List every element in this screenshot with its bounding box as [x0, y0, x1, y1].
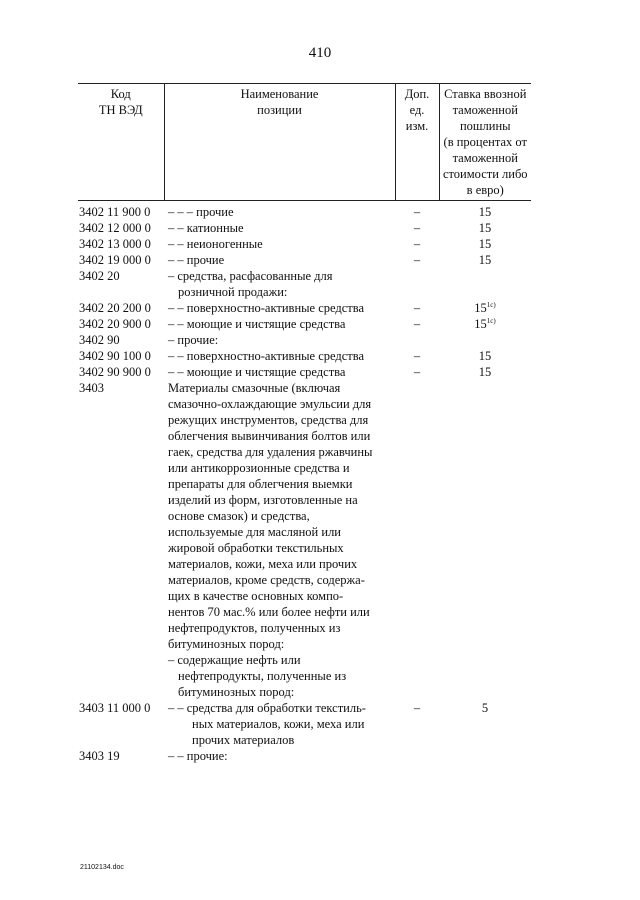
position-name	[164, 300, 395, 316]
tn-ved-code: 3402 90 100 0	[79, 349, 151, 363]
duty-rate	[439, 380, 531, 652]
duty-rate	[439, 236, 531, 252]
position-name	[164, 220, 395, 236]
position-name-line: – – катионные	[168, 221, 244, 235]
table-row	[78, 300, 531, 316]
additional-unit: –	[413, 237, 421, 251]
position-name-line: – средства, расфасованные для	[168, 269, 333, 283]
header-rate-line: (в процентах от	[443, 135, 527, 149]
table-row	[78, 316, 531, 332]
tn-ved-code: 3402 19 000 0	[79, 253, 151, 267]
position-name-line: основе смазок) и средства,	[168, 509, 310, 523]
table-row	[78, 700, 531, 748]
tariff-table	[78, 83, 531, 764]
position-name-line: – – моющие и чистящие средства	[168, 365, 346, 379]
position-name-line: материалов, кроме средств, содержа-	[168, 573, 365, 587]
duty-rate	[439, 268, 531, 300]
duty-rate-value: 15	[478, 349, 492, 363]
header-unit-line: Доп.	[404, 87, 430, 101]
additional-unit: –	[413, 701, 421, 715]
tn-ved-code: 3403 11 000 0	[79, 701, 151, 715]
header-rate-line: стоимости либо	[442, 167, 528, 181]
position-name-line: смазочно-охлаждающие эмульсии для	[168, 397, 372, 411]
position-name	[164, 348, 395, 364]
tn-ved-code: 3403	[79, 381, 104, 395]
table-header-row	[78, 84, 531, 201]
table-row	[78, 652, 531, 700]
duty-rate	[439, 748, 531, 764]
header-code	[78, 84, 164, 201]
tn-ved-code: 3402 90	[79, 333, 120, 347]
position-name	[164, 236, 395, 252]
duty-rate-value: 15	[478, 237, 492, 251]
position-name-line: розничной продажи:	[178, 285, 288, 299]
position-name-line: – – поверхностно-активные средства	[168, 349, 365, 363]
table-row	[78, 332, 531, 348]
position-name-line: материалов, кожи, меха или прочих	[168, 557, 358, 571]
table-row	[78, 236, 531, 252]
position-name-line: – – прочие:	[168, 749, 228, 763]
duty-rate-value: 15	[474, 317, 487, 331]
additional-unit	[395, 268, 439, 300]
position-name-line: нефтепродуктов, полученных из	[168, 621, 341, 635]
duty-rate	[439, 652, 531, 700]
position-name	[164, 364, 395, 380]
position-name-line: Материалы смазочные (включая	[168, 381, 341, 395]
additional-unit: –	[413, 253, 421, 267]
position-name-line: – содержащие нефть или	[168, 653, 301, 667]
position-name-line: нентов 70 мас.% или более нефти или	[168, 605, 370, 619]
position-name	[164, 252, 395, 268]
duty-rate-value: 15	[474, 301, 487, 315]
position-name-line: – – поверхностно-активные средства	[168, 301, 365, 315]
header-rate-line: таможенной	[452, 151, 518, 165]
header-rate-line: пошлины	[459, 119, 511, 133]
page-number: 410	[308, 45, 332, 61]
table-row	[78, 201, 531, 221]
duty-rate	[439, 332, 531, 348]
position-name	[164, 652, 395, 700]
additional-unit	[395, 652, 439, 700]
position-name-line: – – моющие и чистящие средства	[168, 317, 346, 331]
position-name-line: нефтепродукты, полученные из	[178, 669, 347, 683]
additional-unit: –	[413, 349, 421, 363]
header-rate-line: таможенной	[452, 103, 518, 117]
table-row	[78, 268, 531, 300]
header-unit	[395, 84, 439, 201]
document-id: 21102134.doc	[80, 864, 124, 871]
tn-ved-code: 3402 20	[79, 269, 120, 283]
position-name-line: – – – прочие	[168, 205, 234, 219]
duty-rate	[439, 364, 531, 380]
position-name-line: прочих материалов	[192, 733, 295, 747]
position-name	[164, 268, 395, 300]
tn-ved-code: 3403 19	[79, 749, 120, 763]
additional-unit: –	[413, 317, 421, 331]
position-name-line: изделий из форм, изготовленные на	[168, 493, 358, 507]
duty-rate	[439, 220, 531, 236]
position-name-line: жировой обработки текстильных	[168, 541, 344, 555]
header-name-line: позиции	[257, 103, 302, 117]
tn-ved-code: 3402 20 200 0	[79, 301, 151, 315]
duty-rate-footnote: 1с)	[486, 301, 496, 309]
table-row	[78, 364, 531, 380]
table-row	[78, 380, 531, 652]
position-name-line: или антикоррозионные средства и	[168, 461, 350, 475]
position-name	[164, 700, 395, 748]
duty-rate	[439, 316, 531, 332]
duty-rate-value: 15	[478, 365, 492, 379]
table-row	[78, 748, 531, 764]
header-unit-line: изм.	[405, 119, 429, 133]
tn-ved-code: 3402 13 000 0	[79, 237, 151, 251]
tn-ved-code: 3402 11 900 0	[79, 205, 151, 219]
header-name-line: Наименование	[240, 87, 319, 101]
position-name	[164, 316, 395, 332]
position-name-line: гаек, средства для удаления ржавчины	[168, 445, 373, 459]
position-name-line: облегчения вывинчивания болтов или	[168, 429, 371, 443]
table-body	[78, 201, 531, 765]
tn-ved-code: 3402 20 900 0	[79, 317, 151, 331]
position-name-line: – – средства для обработки текстиль-	[168, 701, 366, 715]
additional-unit	[395, 748, 439, 764]
position-name-line: – – прочие	[168, 253, 225, 267]
position-name-line: щих в качестве основных компо-	[168, 589, 344, 603]
tn-ved-code: 3402 90 900 0	[79, 365, 151, 379]
position-name	[164, 201, 395, 221]
position-name-line: ных материалов, кожи, меха или	[192, 717, 365, 731]
duty-rate-value: 15	[478, 221, 492, 235]
additional-unit	[395, 380, 439, 652]
duty-rate	[439, 252, 531, 268]
header-rate-line: Ставка ввозной	[444, 87, 527, 101]
tn-ved-code	[78, 652, 164, 700]
duty-rate	[439, 300, 531, 316]
duty-rate-value: 15	[478, 205, 492, 219]
position-name-line: режущих инструментов, средства для	[168, 413, 369, 427]
additional-unit: –	[413, 205, 421, 219]
position-name	[164, 332, 395, 348]
position-name	[164, 748, 395, 764]
duty-rate	[439, 700, 531, 748]
position-name-line: используемые для масляной или	[168, 525, 341, 539]
duty-rate	[439, 348, 531, 364]
position-name-line: препараты для облегчения выемки	[168, 477, 353, 491]
duty-rate-value: 15	[478, 253, 492, 267]
position-name-line: – прочие:	[168, 333, 219, 347]
duty-rate-value: 5	[481, 701, 489, 715]
position-name-line: битуминозных пород:	[168, 637, 285, 651]
table-row	[78, 348, 531, 364]
duty-rate	[439, 201, 531, 221]
header-name	[164, 84, 395, 201]
table-row	[78, 252, 531, 268]
position-name-line: битуминозных пород:	[178, 685, 295, 699]
header-unit-line: ед.	[409, 103, 425, 117]
duty-rate-footnote: 1с)	[486, 317, 496, 325]
header-rate	[439, 84, 531, 201]
position-name	[164, 380, 395, 652]
table-row	[78, 220, 531, 236]
additional-unit: –	[413, 301, 421, 315]
header-code-line: ТН ВЭД	[98, 103, 143, 117]
position-name-line: – – неионогенные	[168, 237, 263, 251]
additional-unit: –	[413, 365, 421, 379]
header-rate-line: в евро)	[466, 183, 504, 197]
additional-unit: –	[413, 221, 421, 235]
additional-unit	[395, 332, 439, 348]
tn-ved-code: 3402 12 000 0	[79, 221, 151, 235]
header-code-line: Код	[110, 87, 131, 101]
